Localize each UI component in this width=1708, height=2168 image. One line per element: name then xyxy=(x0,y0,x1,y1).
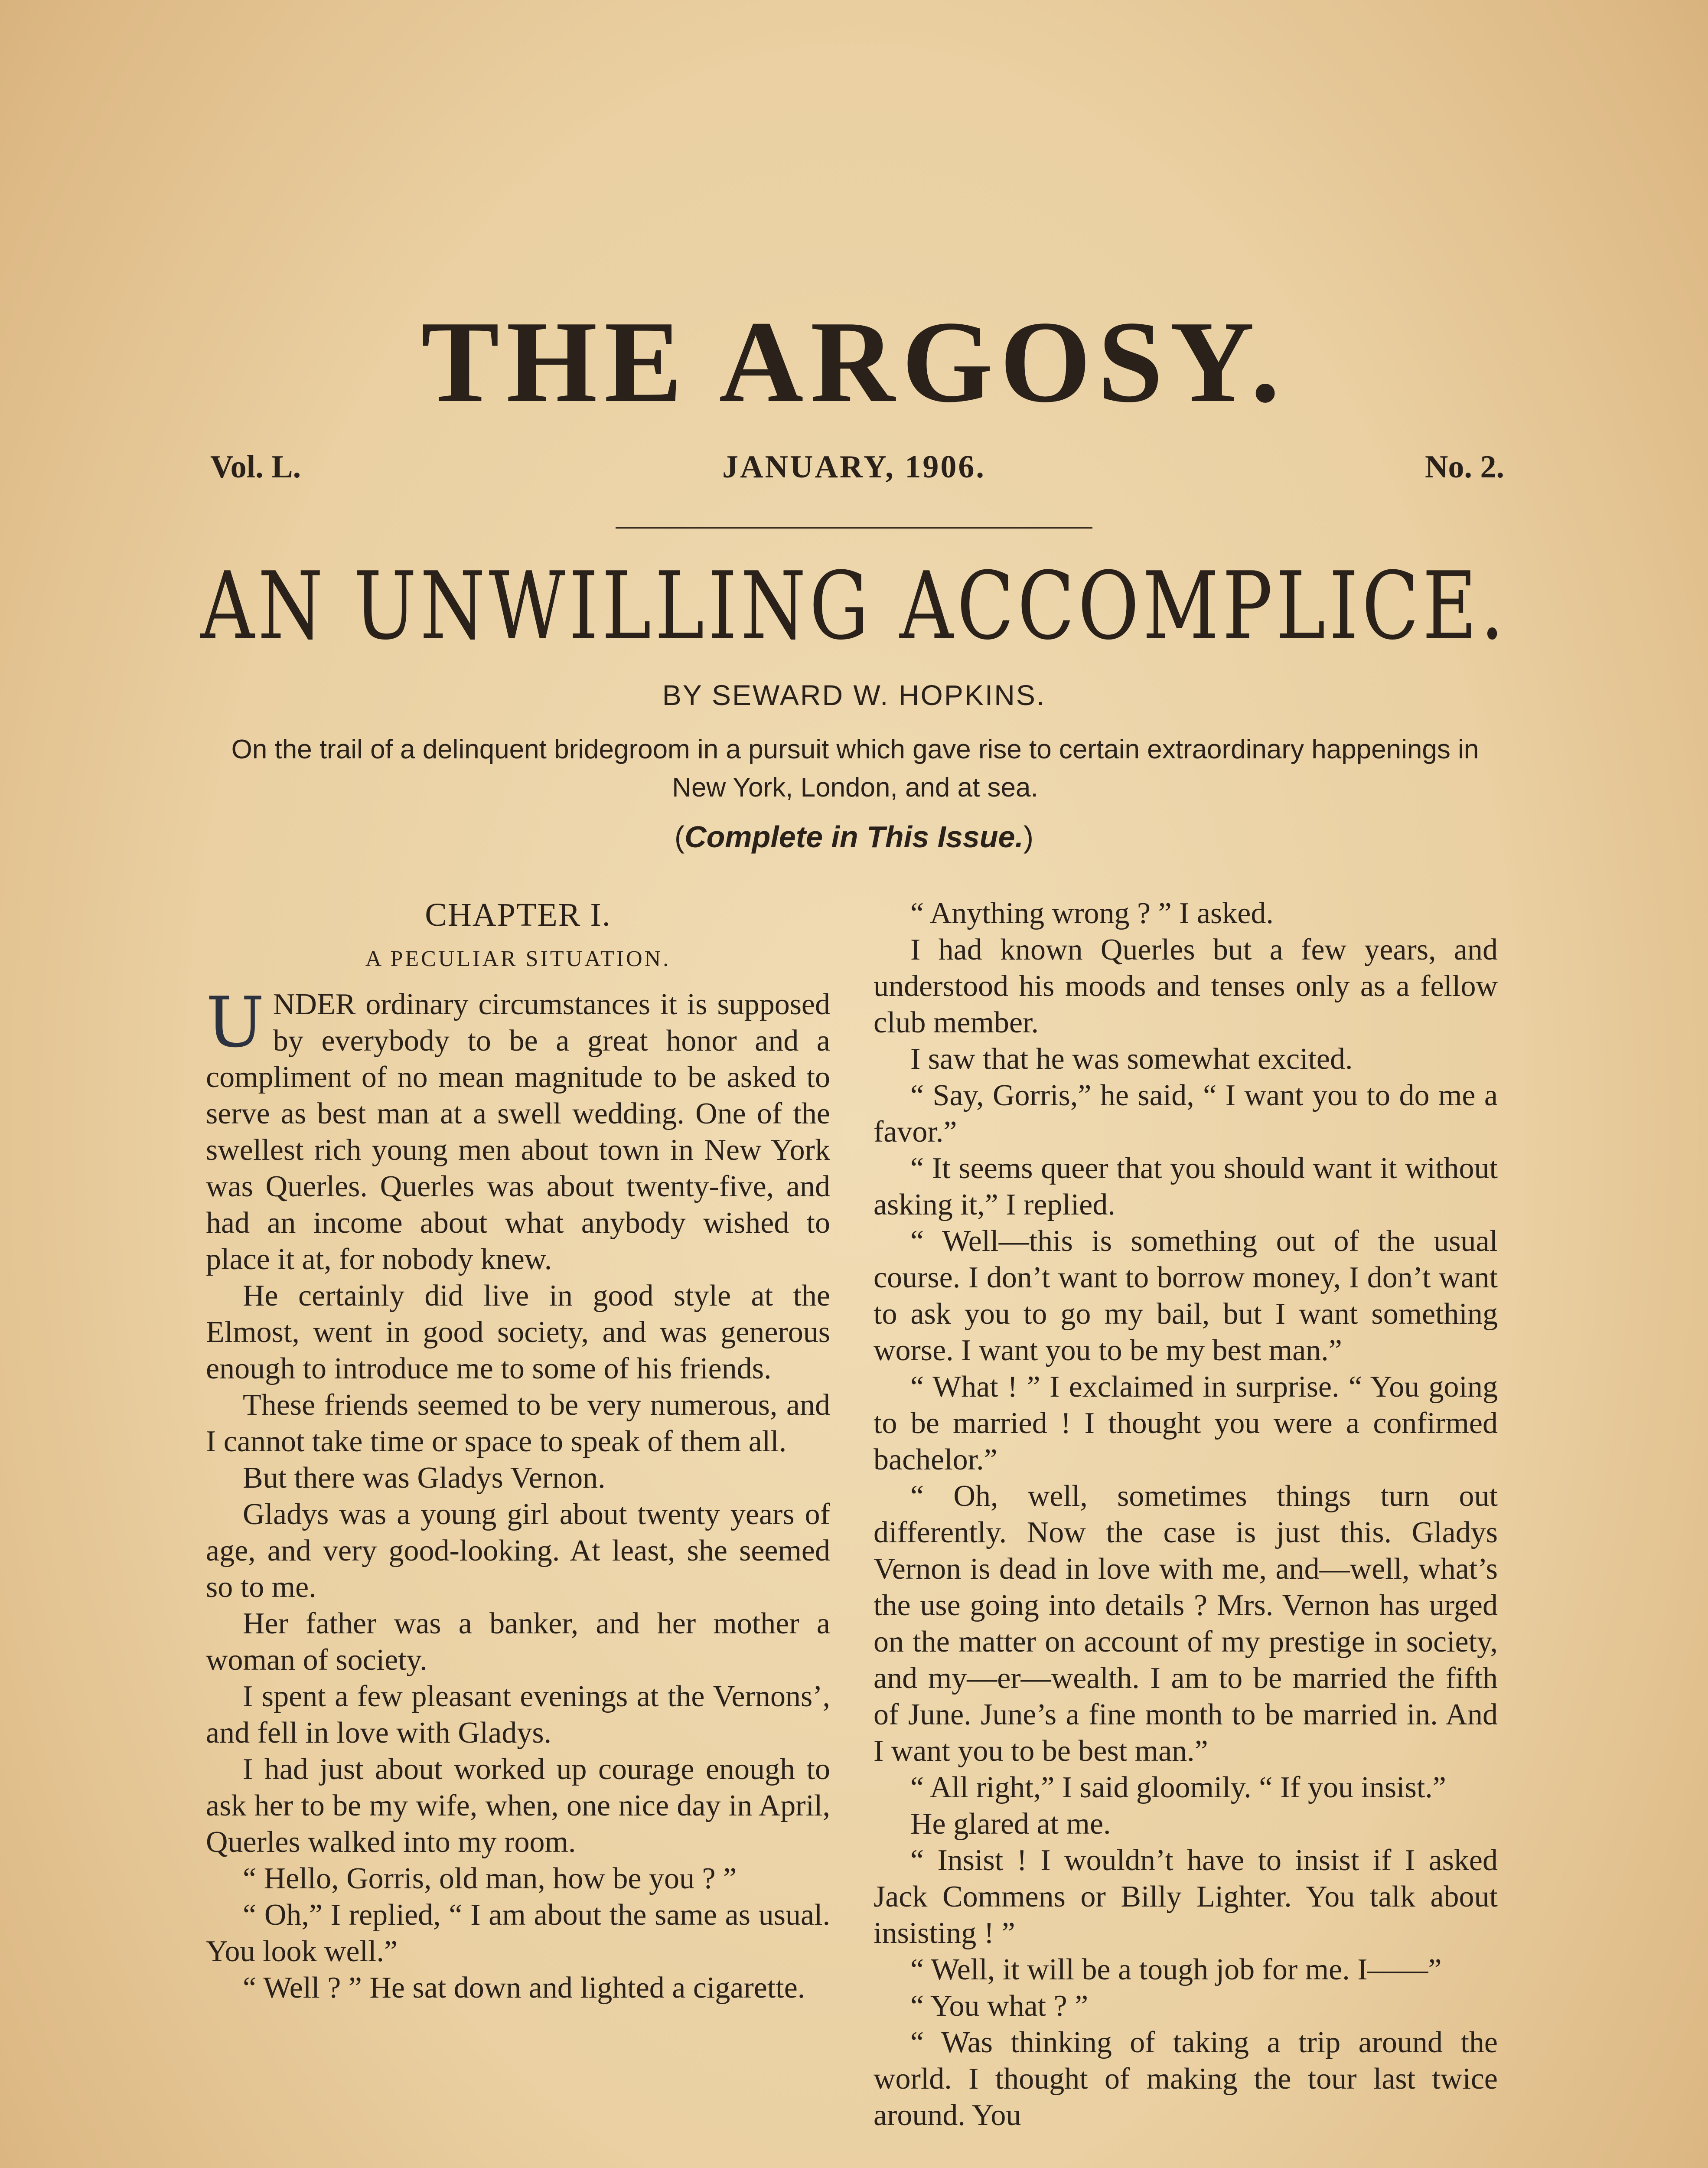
paragraph: “ You what ? ” xyxy=(910,1989,1089,2023)
paragraph: “ What ! ” I exclaimed in surprise. “ You going to be married ! I thought you were a confirmed bachelor.” xyxy=(874,1370,1498,1476)
opening-paragraph-text: NDER ordinary circumstances it is supposed by everybody to be a great honor and a compliment of no mean magnitude to be asked to serve as best man at a swell wedding. One of the swellest rich young men about town in New York was Querles. Querles was about twenty-five, and had an income about what anybody wished to place it at, for nobody knew. xyxy=(206,988,830,1276)
story-blurb: On the trail of a delinquent bridegroom in a pursuit which gave rise to certain extraordinary happenings in New York, London, and at sea. xyxy=(231,735,1479,803)
paragraph: “ Hello, Gorris, old man, how be you ? ” xyxy=(243,1862,737,1895)
paragraph: He certainly did live in good style at the Elmost, went in good society, and was generous enough to introduce me to some of his friends. xyxy=(206,1279,830,1385)
paragraph: “ Anything wrong ? ” I asked. xyxy=(910,897,1274,930)
paragraph: “ Insist ! I wouldn’t have to insist if I asked Jack Commens or Billy Lighter. You talk about insisting ! ” xyxy=(874,1844,1498,1950)
paragraph: “ Say, Gorris,” he said, “ I want you to do me a favor.” xyxy=(874,1079,1498,1149)
paragraph: These friends seemed to be very numerous, and I cannot take time or space to speak of them all. xyxy=(206,1388,830,1458)
paragraph: “ Well, it will be a tough job for me. I——” xyxy=(910,1953,1442,1986)
paragraph: He glared at me. xyxy=(910,1807,1111,1841)
story-title: AN UNWILLING ACCOMPLICE. xyxy=(200,552,1508,660)
text-column-right xyxy=(874,895,1498,2134)
chapter-heading: CHAPTER I. xyxy=(425,897,611,933)
paragraph: But there was Gladys Vernon. xyxy=(243,1461,606,1495)
paragraph: “ Oh, well, sometimes things turn out differently. Now the case is just this. Gladys Vernon is dead in love with me, and—well, what’s the use going into details ? Mrs. Vernon has urged on the matter on account of my prestige in society, and my—er—wealth. I am to be married the fifth of June. June’s a fine month to be married in. And I want you to be best man.” xyxy=(874,1479,1498,1768)
note-close-paren: ) xyxy=(1023,820,1034,854)
header-divider xyxy=(616,527,1092,529)
story-byline: BY SEWARD W. HOPKINS. xyxy=(662,679,1046,711)
paragraph: “ Well—this is something out of the usual course. I don’t want to borrow money, I don’t want to ask you to go my bail, but I want something worse. I want you to be my best man.” xyxy=(874,1224,1498,1367)
note-open-paren: ( xyxy=(674,820,685,854)
volume-label: Vol. L. xyxy=(210,449,301,485)
paragraph: I had just about worked up courage enough to ask her to be my wife, when, one nice day in April, Querles walked into my room. xyxy=(206,1753,830,1859)
drop-cap: U xyxy=(206,982,264,1063)
note-bold-text: Complete in This Issue. xyxy=(685,820,1023,854)
issue-number: No. 2. xyxy=(1425,449,1504,485)
opening-paragraph xyxy=(206,982,830,1278)
paragraph: “ Oh,” I replied, “ I am about the same as usual. You look well.” xyxy=(206,1898,830,1968)
paragraph: “ All right,” I said gloomily. “ If you insist.” xyxy=(910,1771,1446,1804)
text-column-left xyxy=(206,895,830,2006)
paragraph: Gladys was a young girl about twenty years of age, and very good-looking. At least, she seemed so to me. xyxy=(206,1498,830,1604)
chapter-subtitle: A PECULIAR SITUATION. xyxy=(365,947,671,971)
paragraph: “ Was thinking of taking a trip around the world. I thought of making the tour last twice around. You xyxy=(874,2026,1498,2132)
issue-date: JANUARY, 1906. xyxy=(722,449,986,485)
magazine-masthead: THE ARGOSY. xyxy=(421,297,1287,427)
paragraph: I had known Querles but a few years, and understood his moods and tenses only as a fellow club member. xyxy=(874,933,1498,1039)
paragraph: Her father was a banker, and her mother a woman of society. xyxy=(206,1607,830,1677)
paragraph: I spent a few pleasant evenings at the Vernons’, and fell in love with Gladys. xyxy=(206,1680,830,1750)
paragraph: I saw that he was somewhat excited. xyxy=(910,1042,1353,1076)
paragraph: “ Well ? ” He sat down and lighted a cigarette. xyxy=(243,1971,805,2005)
complete-note xyxy=(0,822,1708,852)
paragraph: “ It seems queer that you should want it without asking it,” I replied. xyxy=(874,1152,1498,1221)
